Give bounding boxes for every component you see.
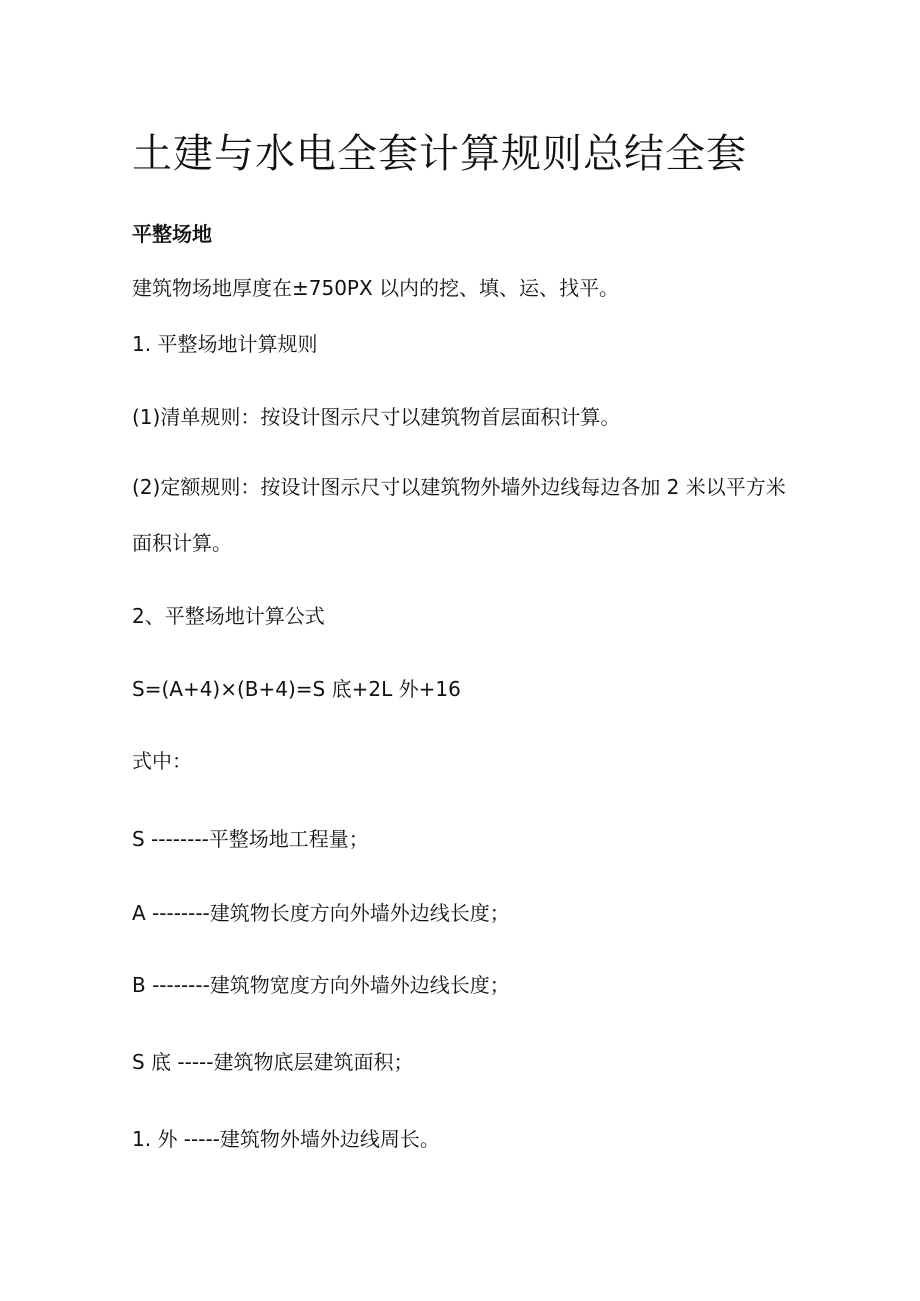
formula-text: S=(A+4)×(B+4)=S 底+2L 外+16 bbox=[132, 677, 461, 701]
rule-bill: (1)清单规则：按设计图示尺寸以建筑物首层面积计算。 bbox=[132, 405, 621, 429]
section-heading: 平整场地 bbox=[132, 222, 212, 246]
definition-a: A --------建筑物长度方向外墙外边线长度； bbox=[132, 901, 510, 925]
where-label: 式中： bbox=[132, 749, 192, 773]
definition-b: B --------建筑物宽度方向外墙外边线长度； bbox=[132, 973, 510, 997]
formula-heading: 2、平整场地计算公式 bbox=[132, 604, 325, 628]
definition-s-base: S 底 -----建筑物底层建筑面积； bbox=[132, 1050, 414, 1074]
definition-s: S --------平整场地工程量； bbox=[132, 827, 369, 851]
rules-heading: 1. 平整场地计算规则 bbox=[132, 332, 318, 356]
rule-quota: (2)定额规则：按设计图示尺寸以建筑物外墙外边线每边各加 2 米以平方米面积计算。 bbox=[132, 475, 786, 555]
document-title: 土建与水电全套计算规则总结全套 bbox=[132, 131, 747, 177]
definition-l-outer: 1. 外 -----建筑物外墙外边线周长。 bbox=[132, 1127, 440, 1151]
intro-paragraph: 建筑物场地厚度在±750PX 以内的挖、填、运、找平。 bbox=[132, 276, 620, 300]
